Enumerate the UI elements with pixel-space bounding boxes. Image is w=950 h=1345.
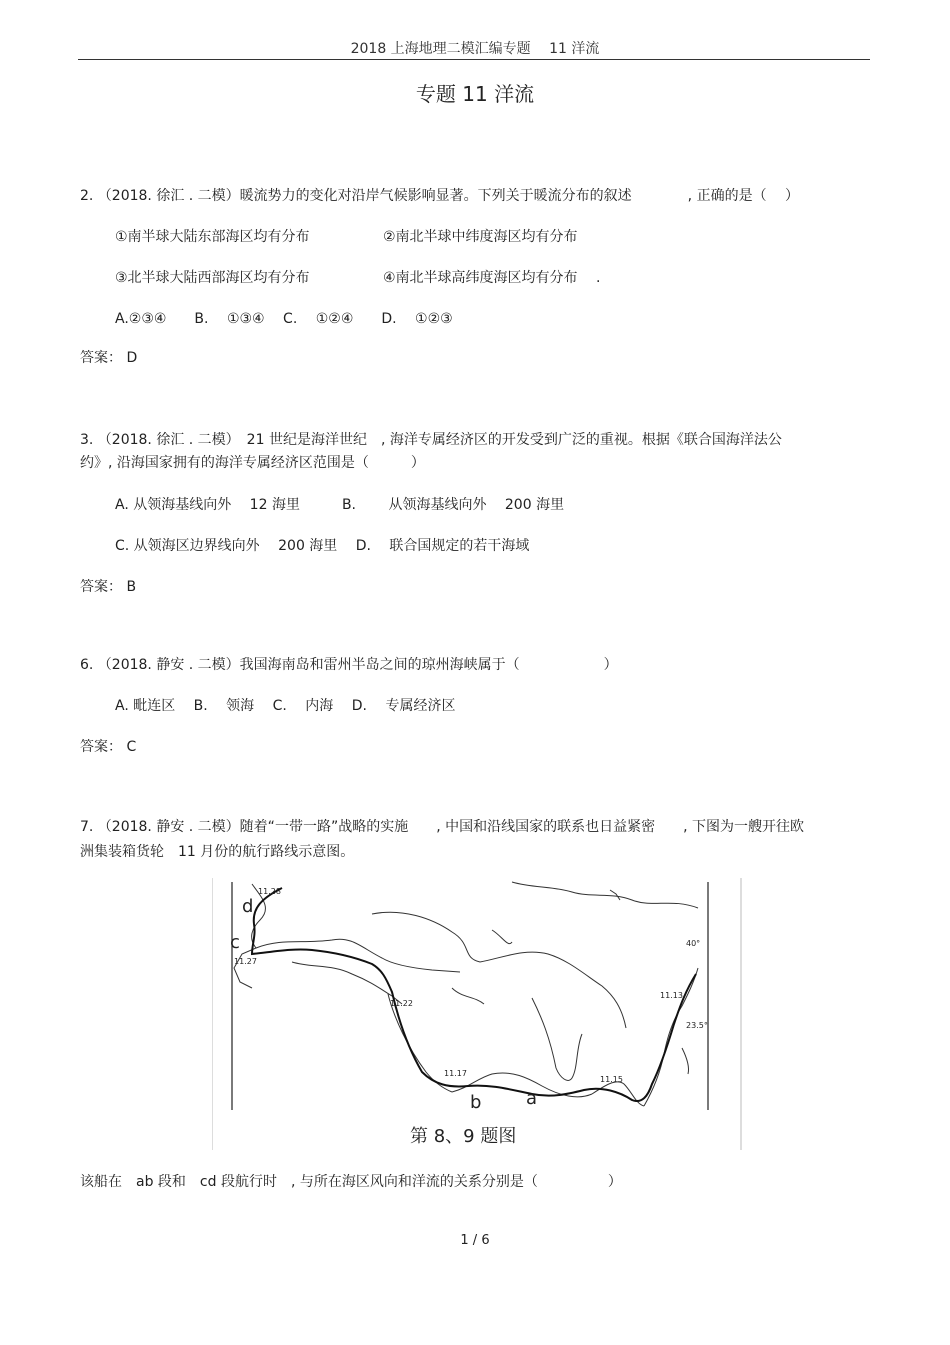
page-number: 1 / 6: [460, 1233, 490, 1248]
route-label-b: b: [470, 1092, 482, 1113]
latitude-label-235: 23.5°: [686, 1021, 708, 1030]
q2-option-4: ④南北半球高纬度海区均有分布 .: [383, 270, 601, 286]
header-rule: [78, 59, 870, 60]
date-label-1127: 11.27: [234, 957, 257, 966]
date-label-1117: 11.17: [444, 1069, 467, 1078]
q6-answer: 答案： C: [80, 739, 137, 755]
page-header: 2018 上海地理二模汇编专题 11 洋流: [350, 41, 600, 57]
q7-stem-line2: 洲集装箱货轮 11 月份的航行路线示意图。: [80, 844, 355, 860]
figure-caption: 第 8、9 题图: [410, 1126, 517, 1147]
date-label-1122: 11.22: [390, 999, 413, 1008]
route-label-d: d: [242, 896, 254, 917]
q2-option-3: ③北半球大陆西部海区均有分布: [115, 270, 310, 286]
q2-choices: A.②③④ B. ①③④ C. ①②④ D. ①②③: [115, 311, 453, 327]
shipping-route-map: [212, 878, 742, 1150]
route-label-c: c: [230, 932, 240, 953]
latitude-label-40: 40°: [686, 939, 701, 948]
q2-answer: 答案： D: [80, 350, 138, 366]
date-label-1115: 11.15: [600, 1075, 623, 1084]
q3-stem-line2: 约》, 沿海国家拥有的海洋专属经济区范围是（ ）: [80, 455, 425, 471]
q7-stem-line1: 7. （2018. 静安 . 二模）随着“一带一路”战略的实施 , 中国和沿线国家的联系也日益紧密 , 下图为一艘开往欧: [80, 819, 804, 835]
date-label-1128: 11.28: [258, 887, 281, 896]
q7-followup: 该船在 ab 段和 cd 段航行时 , 与所在海区风向和洋流的关系分别是（ ）: [80, 1174, 622, 1190]
q2-option-1: ①南半球大陆东部海区均有分布: [115, 229, 310, 245]
q2-stem: 2. （2018. 徐汇 . 二模）暖流势力的变化对沿岸气候影响显著。下列关于暖流分布的叙述 , 正确的是（ ）: [80, 188, 800, 204]
q3-choices-cd: C. 从领海区边界线向外 200 海里 D. 联合国规定的若干海域: [115, 538, 530, 554]
q2-option-2: ②南北半球中纬度海区均有分布: [383, 229, 578, 245]
page-title: 专题 11 洋流: [415, 82, 535, 106]
route-label-a: a: [526, 1088, 538, 1109]
q3-choices-ab: A. 从领海基线向外 12 海里 B. 从领海基线向外 200 海里: [115, 497, 565, 513]
date-label-1113: 11.13: [660, 991, 683, 1000]
q6-choices: A. 毗连区 B. 领海 C. 内海 D. 专属经济区: [115, 698, 456, 714]
q6-stem: 6. （2018. 静安 . 二模）我国海南岛和雷州半岛之间的琼州海峡属于（ ）: [80, 657, 618, 673]
q3-stem-line1: 3. （2018. 徐汇 . 二模） 21 世纪是海洋世纪 , 海洋专属经济区的开发受到广泛的重视。根据《联合国海洋法公: [80, 432, 782, 448]
q3-answer: 答案： B: [80, 579, 137, 595]
